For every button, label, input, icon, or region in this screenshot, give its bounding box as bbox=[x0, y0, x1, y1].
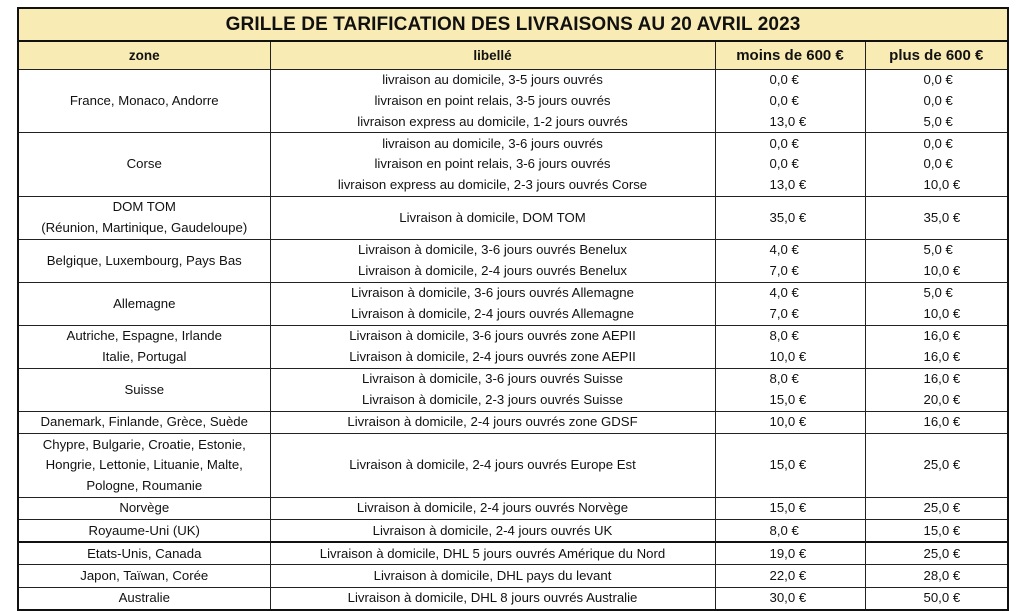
delivery-label: livraison express au domicile, 2-3 jours ouvrés Corse bbox=[270, 175, 715, 196]
zone-line: Danemark, Finlande, Grèce, Suède bbox=[40, 414, 248, 430]
price-over-600: 0,0 € bbox=[865, 91, 1008, 112]
price-under-600: 7,0 € bbox=[715, 304, 865, 326]
price-under-600: 19,0 € bbox=[715, 542, 865, 565]
table-row bbox=[18, 434, 1008, 498]
table-row bbox=[18, 497, 1008, 520]
price-under-600: 7,0 € bbox=[715, 261, 865, 283]
price-under-600: 4,0 € bbox=[715, 239, 865, 261]
delivery-label: Livraison à domicile, DHL 8 jours ouvrés Australie bbox=[270, 587, 715, 610]
delivery-label: Livraison à domicile, 2-4 jours ouvrés zone AEPII bbox=[270, 347, 715, 369]
price-over-600: 16,0 € bbox=[865, 325, 1008, 347]
delivery-label: Livraison à domicile, 3-6 jours ouvrés Benelux bbox=[270, 239, 715, 261]
table-row bbox=[18, 239, 1008, 261]
price-over-600: 16,0 € bbox=[865, 347, 1008, 369]
delivery-label: livraison express au domicile, 1-2 jours ouvrés bbox=[270, 112, 715, 133]
table-row bbox=[18, 282, 1008, 304]
price-over-600: 35,0 € bbox=[865, 196, 1008, 239]
header-over-600: plus de 600 € bbox=[865, 41, 1008, 70]
delivery-label: livraison au domicile, 3-6 jours ouvrés bbox=[270, 133, 715, 154]
delivery-label: Livraison à domicile, 2-4 jours ouvrés Allemagne bbox=[270, 304, 715, 326]
price-under-600: 8,0 € bbox=[715, 520, 865, 543]
price-over-600: 16,0 € bbox=[865, 368, 1008, 390]
delivery-label: Livraison à domicile, 2-4 jours ouvrés zone GDSF bbox=[270, 411, 715, 434]
price-over-600: 5,0 € bbox=[865, 112, 1008, 133]
price-under-600: 15,0 € bbox=[715, 390, 865, 412]
delivery-label: Livraison à domicile, 3-6 jours ouvrés zone AEPII bbox=[270, 325, 715, 347]
price-over-600: 10,0 € bbox=[865, 261, 1008, 283]
zone-cell bbox=[18, 497, 270, 520]
zone-line: Norvège bbox=[119, 500, 170, 516]
zone-line: Belgique, Luxembourg, Pays Bas bbox=[46, 252, 242, 268]
price-over-600: 28,0 € bbox=[865, 565, 1008, 588]
zone-cell bbox=[18, 325, 270, 368]
zone-line: DOM TOM bbox=[112, 199, 176, 215]
zone-line: France, Monaco, Andorre bbox=[69, 92, 219, 108]
zone-line: Suisse bbox=[124, 381, 165, 397]
zone-line: Pologne, Roumanie bbox=[86, 477, 203, 493]
delivery-label: livraison en point relais, 3-5 jours ouvrés bbox=[270, 91, 715, 112]
table-row bbox=[18, 325, 1008, 347]
zone-line: Australie bbox=[118, 590, 170, 606]
header-label: libellé bbox=[270, 41, 715, 70]
zone-cell bbox=[18, 542, 270, 565]
price-over-600: 16,0 € bbox=[865, 411, 1008, 434]
price-over-600: 15,0 € bbox=[865, 520, 1008, 543]
zone-line: Japon, Taïwan, Corée bbox=[80, 567, 209, 583]
zone-line: Italie, Portugal bbox=[102, 348, 187, 364]
price-under-600: 0,0 € bbox=[715, 91, 865, 112]
delivery-label: Livraison à domicile, 2-4 jours ouvrés Benelux bbox=[270, 261, 715, 283]
delivery-label: livraison au domicile, 3-5 jours ouvrés bbox=[270, 70, 715, 91]
price-over-600: 25,0 € bbox=[865, 434, 1008, 498]
price-over-600: 10,0 € bbox=[865, 304, 1008, 326]
price-over-600: 0,0 € bbox=[865, 133, 1008, 154]
zone-cell bbox=[18, 565, 270, 588]
price-under-600: 8,0 € bbox=[715, 325, 865, 347]
table-row bbox=[18, 133, 1008, 154]
price-over-600: 25,0 € bbox=[865, 497, 1008, 520]
price-over-600: 10,0 € bbox=[865, 175, 1008, 196]
delivery-label: Livraison à domicile, DOM TOM bbox=[270, 196, 715, 239]
table-row bbox=[18, 411, 1008, 434]
table-row bbox=[18, 565, 1008, 588]
zone-cell bbox=[18, 196, 270, 239]
zone-line: Chypre, Bulgarie, Croatie, Estonie, bbox=[42, 436, 246, 452]
zone-line: Autriche, Espagne, Irlande bbox=[66, 328, 222, 344]
price-under-600: 0,0 € bbox=[715, 154, 865, 175]
price-under-600: 8,0 € bbox=[715, 368, 865, 390]
header-zone: zone bbox=[18, 41, 270, 70]
price-over-600: 50,0 € bbox=[865, 587, 1008, 610]
price-over-600: 0,0 € bbox=[865, 154, 1008, 175]
price-under-600: 10,0 € bbox=[715, 347, 865, 369]
zone-cell bbox=[18, 133, 270, 196]
price-under-600: 13,0 € bbox=[715, 175, 865, 196]
price-under-600: 0,0 € bbox=[715, 70, 865, 91]
delivery-label: Livraison à domicile, 2-3 jours ouvrés Suisse bbox=[270, 390, 715, 412]
table-title: GRILLE DE TARIFICATION DES LIVRAISONS AU 20 AVRIL 2023 bbox=[18, 8, 1008, 41]
price-under-600: 10,0 € bbox=[715, 411, 865, 434]
price-over-600: 25,0 € bbox=[865, 542, 1008, 565]
table-row bbox=[18, 587, 1008, 610]
zone-cell bbox=[18, 282, 270, 325]
zone-cell bbox=[18, 368, 270, 411]
delivery-label: Livraison à domicile, 2-4 jours ouvrés UK bbox=[270, 520, 715, 543]
delivery-label: Livraison à domicile, 3-6 jours ouvrés Suisse bbox=[270, 368, 715, 390]
delivery-label: livraison en point relais, 3-6 jours ouvrés bbox=[270, 154, 715, 175]
zone-cell bbox=[18, 434, 270, 498]
price-under-600: 0,0 € bbox=[715, 133, 865, 154]
zone-cell bbox=[18, 411, 270, 434]
tariff-table bbox=[17, 7, 1009, 611]
table-row bbox=[18, 70, 1008, 91]
table-row bbox=[18, 368, 1008, 390]
zone-line: Royaume-Uni (UK) bbox=[88, 522, 200, 538]
price-over-600: 20,0 € bbox=[865, 390, 1008, 412]
delivery-label: Livraison à domicile, 2-4 jours ouvrés Europe Est bbox=[270, 434, 715, 498]
price-over-600: 0,0 € bbox=[865, 70, 1008, 91]
table-row bbox=[18, 542, 1008, 565]
price-over-600: 5,0 € bbox=[865, 282, 1008, 304]
zone-cell bbox=[18, 587, 270, 610]
zone-cell bbox=[18, 70, 270, 133]
zone-line: Allemagne bbox=[113, 295, 176, 311]
price-under-600: 35,0 € bbox=[715, 196, 865, 239]
tariff-body bbox=[18, 70, 1008, 610]
delivery-label: Livraison à domicile, 3-6 jours ouvrés Allemagne bbox=[270, 282, 715, 304]
zone-cell bbox=[18, 520, 270, 543]
table-row bbox=[18, 520, 1008, 543]
zone-line: (Réunion, Martinique, Gaudeloupe) bbox=[41, 219, 248, 235]
zone-line: Corse bbox=[126, 156, 162, 172]
table-row bbox=[18, 196, 1008, 239]
zone-line: Etats-Unis, Canada bbox=[87, 545, 202, 561]
delivery-label: Livraison à domicile, DHL 5 jours ouvrés Amérique du Nord bbox=[270, 542, 715, 565]
delivery-label: Livraison à domicile, 2-4 jours ouvrés Norvège bbox=[270, 497, 715, 520]
zone-line: Hongrie, Lettonie, Lituanie, Malte, bbox=[45, 457, 243, 473]
price-under-600: 15,0 € bbox=[715, 434, 865, 498]
price-under-600: 13,0 € bbox=[715, 112, 865, 133]
header-under-600: moins de 600 € bbox=[715, 41, 865, 70]
price-under-600: 4,0 € bbox=[715, 282, 865, 304]
price-under-600: 15,0 € bbox=[715, 497, 865, 520]
price-over-600: 5,0 € bbox=[865, 239, 1008, 261]
price-under-600: 22,0 € bbox=[715, 565, 865, 588]
delivery-label: Livraison à domicile, DHL pays du levant bbox=[270, 565, 715, 588]
zone-cell bbox=[18, 239, 270, 282]
price-under-600: 30,0 € bbox=[715, 587, 865, 610]
